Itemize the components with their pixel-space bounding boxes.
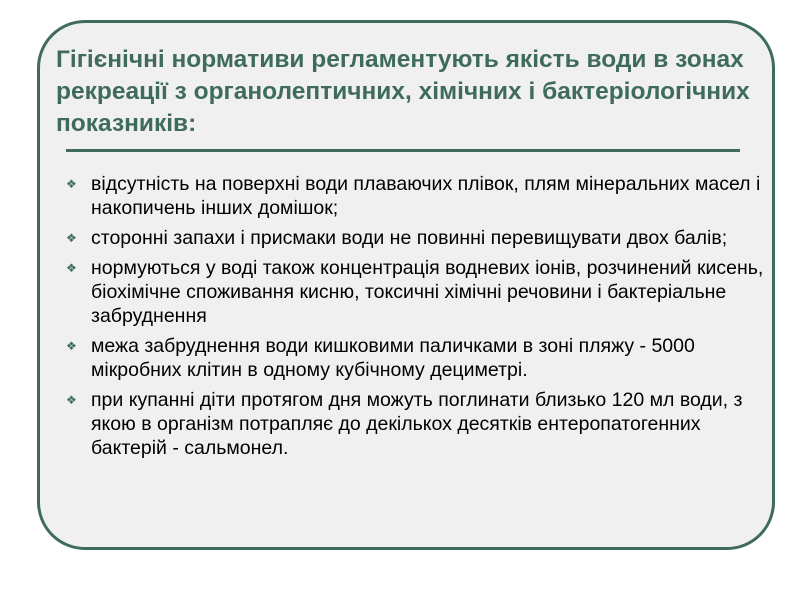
diamond-bullet-icon: ❖ <box>66 177 77 191</box>
list-item <box>66 334 766 382</box>
diamond-bullet-icon: ❖ <box>66 231 77 245</box>
bullet-list <box>66 172 766 466</box>
list-item <box>66 388 766 460</box>
slide-title: Гігієнічні нормативи регламентують якість води в зонах рекреації з органолептичних, хімічних і бактеріологічних показників: <box>56 46 750 137</box>
bullet-text: сторонні запахи і присмаки води не повинні перевищувати двох балів; <box>91 227 728 249</box>
title-divider <box>66 149 740 152</box>
bullet-text: нормуються у воді також концентрація водневих іонів, розчинений кисень, біохімічне споживання кисню, токсичні хімічні речовини і бактеріальне забруднення <box>91 257 764 327</box>
diamond-bullet-icon: ❖ <box>66 393 77 407</box>
diamond-bullet-icon: ❖ <box>66 261 77 275</box>
list-item <box>66 226 766 250</box>
bullet-text: при купанні діти протягом дня можуть поглинати близько 120 мл води, з якою в організм потрапляє до декількох десятків ентеропатогенних бактерій - сальмонел. <box>91 389 743 459</box>
bullet-text: межа забруднення води кишковими паличками в зоні пляжу - 5000 мікробних клітин в одному кубічному дециметрі. <box>91 335 695 381</box>
list-item <box>66 172 766 220</box>
bullet-text: відсутність на поверхні води плаваючих плівок, плям мінеральних масел і накопичень інших домішок; <box>91 173 761 219</box>
list-item <box>66 256 766 328</box>
diamond-bullet-icon: ❖ <box>66 339 77 353</box>
